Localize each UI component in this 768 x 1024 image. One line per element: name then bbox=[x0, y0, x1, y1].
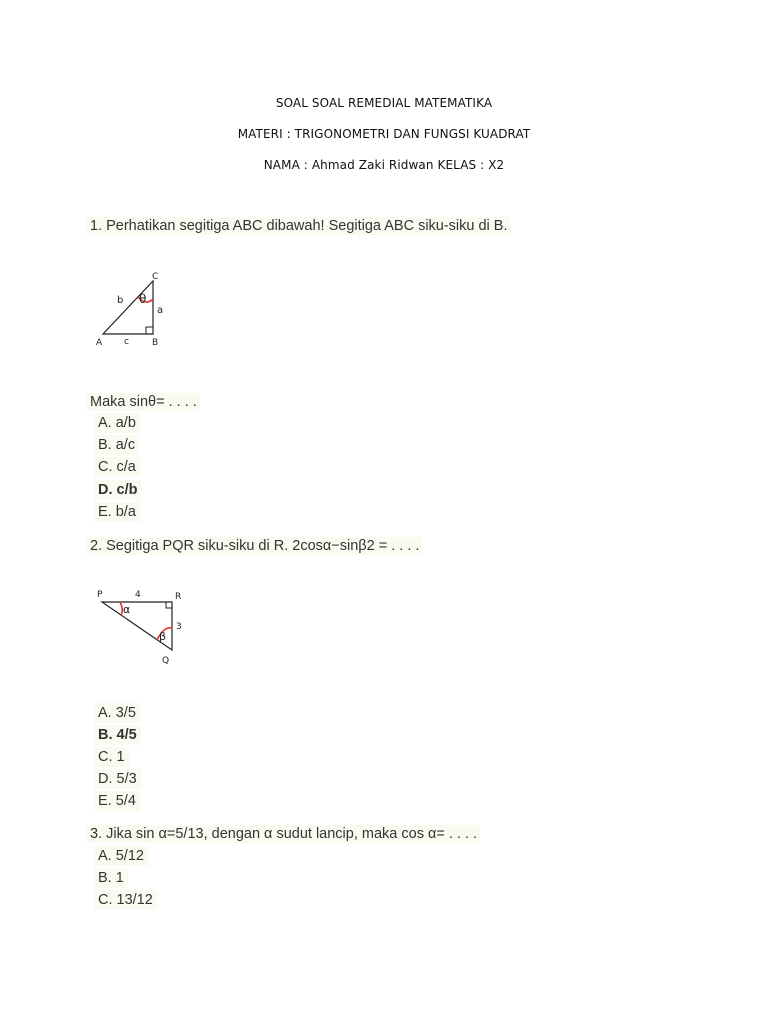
right-angle-mark-r bbox=[166, 602, 172, 608]
vertex-q-label: Q bbox=[162, 656, 170, 666]
q1-option-e[interactable]: E. b/a bbox=[94, 502, 140, 522]
side-b-label: b bbox=[117, 295, 124, 306]
materi-line: MATERI : TRIGONOMETRI DAN FUNGSI KUADRAT bbox=[237, 127, 531, 141]
theta-label: θ bbox=[139, 292, 147, 306]
question-1-prompt bbox=[87, 392, 200, 412]
right-side-label: 3 bbox=[176, 622, 182, 632]
q2-option-a[interactable]: A. 3/5 bbox=[94, 703, 140, 723]
beta-label: β bbox=[159, 630, 167, 643]
triangle-pqr-figure bbox=[90, 586, 200, 670]
question-1-text bbox=[87, 216, 511, 236]
vertex-b-label: B bbox=[152, 338, 159, 348]
vertex-r-label: R bbox=[175, 592, 182, 602]
q1-option-d[interactable]: D. c/b bbox=[94, 480, 141, 500]
q1-option-a[interactable]: A. a/b bbox=[94, 413, 140, 433]
question-1-label: 1. Perhatikan segitiga ABC dibawah! Segitiga ABC siku-siku di B. bbox=[87, 217, 511, 235]
triangle-abc-figure bbox=[90, 268, 180, 350]
question-2-label: 2. Segitiga PQR siku-siku di R. 2cosα−sinβ2 = . . . . bbox=[87, 537, 422, 555]
q3-option-c[interactable]: C. 13/12 bbox=[94, 890, 157, 910]
vertex-c-label: C bbox=[152, 272, 159, 282]
question-2-text bbox=[87, 536, 422, 556]
q1-option-c[interactable]: C. c/a bbox=[94, 457, 140, 477]
side-a-label: a bbox=[157, 305, 164, 316]
q2-option-c[interactable]: C. 1 bbox=[94, 747, 129, 767]
question-1-prompt-text: Maka sinθ= . . . . bbox=[87, 393, 200, 411]
q2-option-e[interactable]: E. 5/4 bbox=[94, 791, 140, 811]
vertex-p-label: P bbox=[97, 590, 103, 600]
q2-option-b[interactable]: B. 4/5 bbox=[94, 725, 141, 745]
side-c-label: c bbox=[124, 337, 129, 347]
q3-option-a[interactable]: A. 5/12 bbox=[94, 846, 148, 866]
top-side-label: 4 bbox=[135, 590, 141, 600]
right-angle-mark-b bbox=[146, 327, 153, 334]
document-title: SOAL SOAL REMEDIAL MATEMATIKA bbox=[275, 96, 493, 110]
vertex-a-label: A bbox=[96, 338, 103, 348]
question-3-label: 3. Jika sin α=5/13, dengan α sudut lancip, maka cos α= . . . . bbox=[87, 825, 480, 843]
q2-option-d[interactable]: D. 5/3 bbox=[94, 769, 141, 789]
q3-option-b[interactable]: B. 1 bbox=[94, 868, 128, 888]
alpha-arc bbox=[120, 602, 122, 615]
question-3-text bbox=[87, 824, 480, 844]
alpha-label: α bbox=[123, 603, 131, 616]
q1-option-b[interactable]: B. a/c bbox=[94, 435, 139, 455]
nama-line: NAMA : Ahmad Zaki Ridwan KELAS : X2 bbox=[263, 158, 505, 172]
triangle-abc-shape bbox=[103, 281, 153, 334]
